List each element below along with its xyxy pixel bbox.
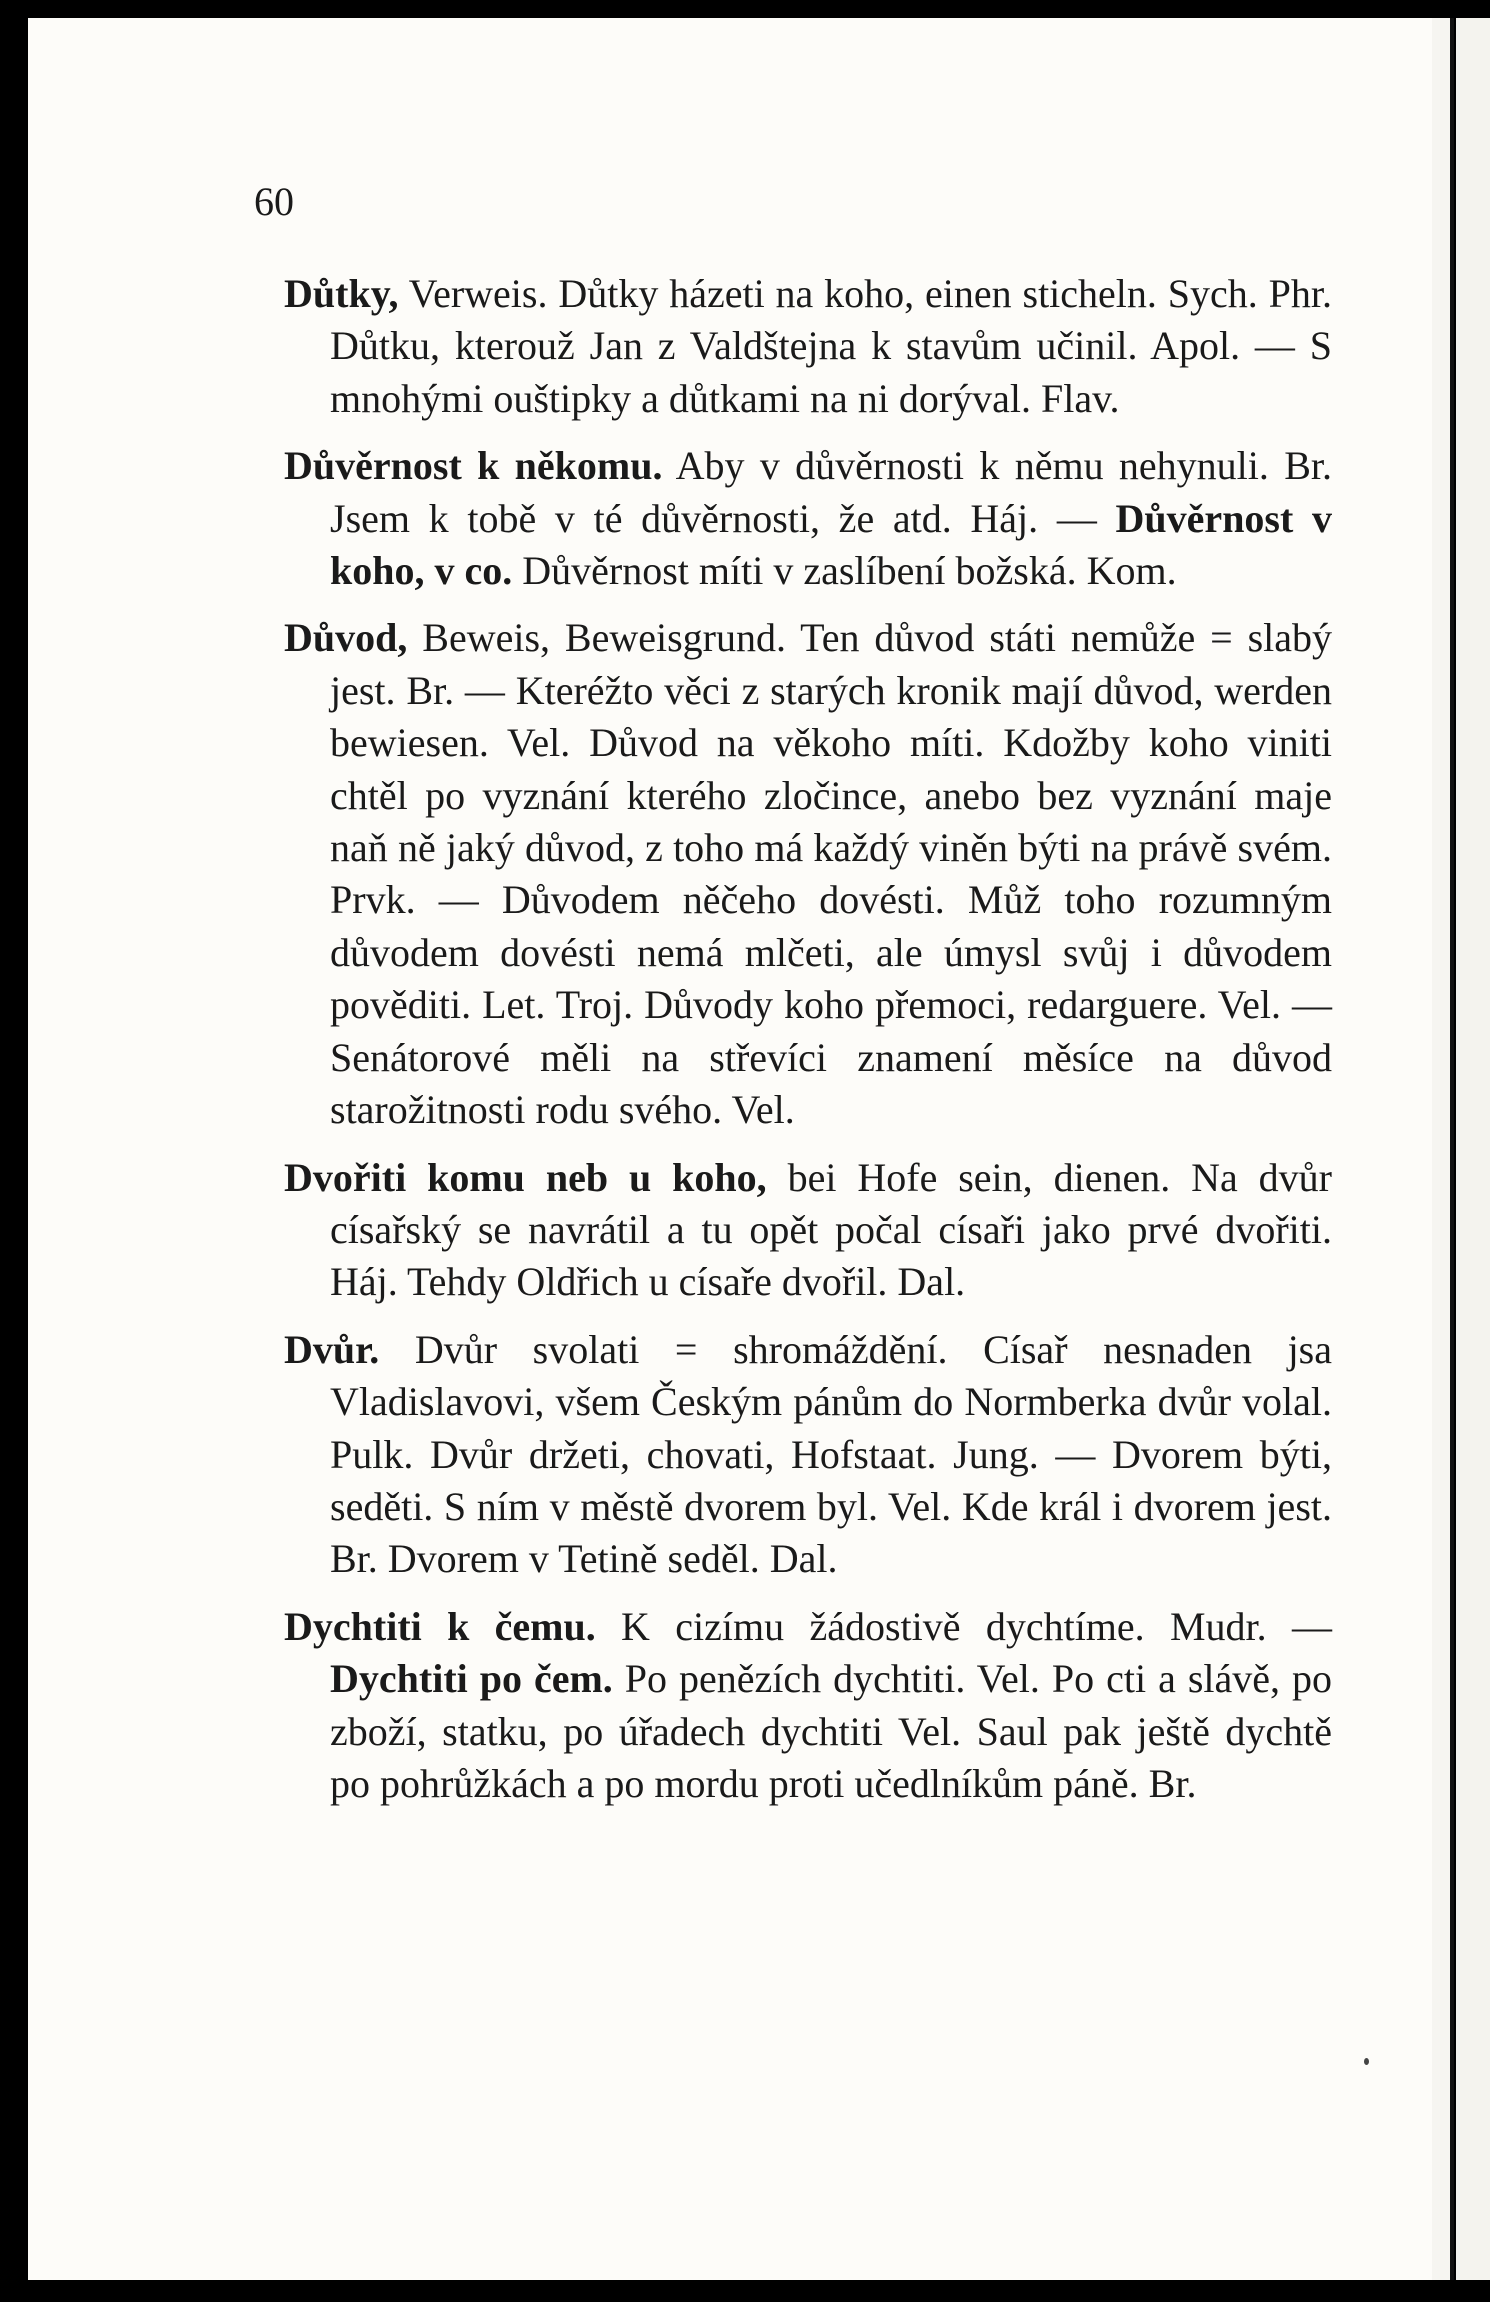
entry-text: Verweis. Důtky házeti na koho, einen sticheln. Sych. Phr. Důtku, kterouž Jan z Valdštejna k stavům učinil. Apol. — S mnohými ouštipky a důtkami na ni dorýval. Flav. [330, 271, 1332, 421]
headword: Dychtiti k čemu. [284, 1603, 596, 1649]
dictionary-entries [284, 268, 1332, 1825]
headword: Důtky, [284, 271, 399, 316]
entry-text: Dvůr svolati = shromáždění. Císař nesnaden jsa Vladislavovi, všem Českým pánům do Normberka dvůr volal. Pulk. Dvůr držeti, chovati, Hofstaat. Jung. — Dvorem býti, seděti. S ním v městě dvorem byl. Vel. Kde král i dvorem jest. Br. Dvorem v Tetině seděl. Dal. [330, 1326, 1332, 1582]
entry-text: K cizímu žádostivě dychtíme. Mudr. — [595, 1603, 1332, 1649]
headword: Důvod, [284, 615, 408, 661]
adjacent-page-edge [1456, 18, 1490, 2280]
entry-duvod [284, 612, 1332, 1136]
headword: Dvořiti komu neb u koho, [284, 1154, 767, 1200]
entry-text: bei Hofe sein, dienen. Na dvůr císařský se navrátil a tu opět počal císaři jako prvé dvořiti. Háj. Tehdy Oldřich u císaře dvořil. Dal. [330, 1154, 1333, 1305]
entry-dvoriti [284, 1152, 1332, 1309]
entry-dvur [284, 1324, 1332, 1586]
entry-text: Beweis, Beweisgrund. Ten důvod státi nemůže = slabý jest. Br. — Kteréžto věci z starých kronik mají důvod, werden bewiesen. Vel. Důvod na věkoho míti. Kdožby koho viniti chtěl po vyznání kterého zločince, anebo bez vyznání maje naň ně jaký důvod, z toho má každý viněn býti na právě svém. Prvk. — Důvodem něčeho dovésti. Můž toho rozumným důvodem dovésti nemá mlčeti, ale úmysl svůj i důvodem pověditi. Let. Troj. Důvody koho přemoci, redarguere. Vel. — Senátorové měli na střevíci znamení měsíce na důvod starožitnosti rodu svého. Vel. [330, 615, 1332, 1133]
entry-duvernost [284, 440, 1332, 597]
page-number: 60 [254, 179, 294, 224]
entry-text: Důvěrnost míti v zaslíbení božská. Kom. [512, 548, 1177, 594]
ink-speck [1364, 2058, 1369, 2065]
book-page [28, 18, 1432, 2280]
headword: Dvůr. [284, 1326, 380, 1372]
entry-text: Po penězích dychtiti. Vel. Po cti a slávě, po zboží, statku, po úřadech dychtiti Vel. Saul pak ještě dychtě po pohrůžkách a po mordu proti učedlníkům páně. Br. [330, 1656, 1332, 1806]
entry-dutky [284, 268, 1332, 425]
headword: Důvěrnost k někomu. [284, 443, 663, 489]
page-edge-line [1450, 18, 1454, 2280]
entry-text: Aby v důvěrnosti k němu nehynuli. Br. Jsem k tobě v té důvěrnosti, že atd. Háj. — [330, 443, 1332, 541]
sub-headword: Důvěrnost v koho, v co. [330, 495, 1333, 594]
sub-headword: Dychtiti po čem. [330, 1656, 613, 1702]
entry-dychtiti [284, 1601, 1332, 1811]
page-edge-strip [1432, 18, 1450, 2280]
